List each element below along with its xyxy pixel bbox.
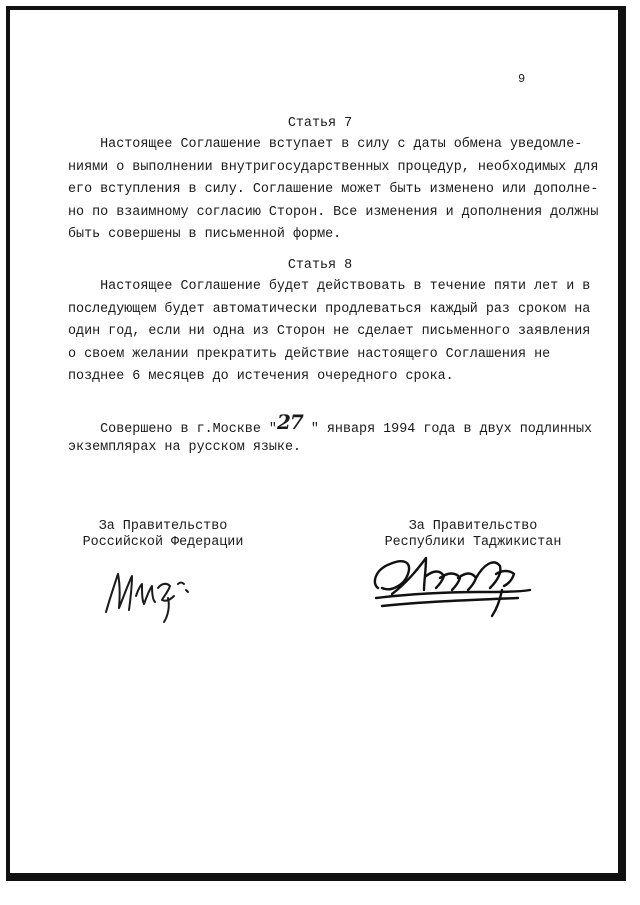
- article-8-text: [68, 276, 608, 389]
- handwritten-day: 27: [276, 410, 303, 434]
- article-7-heading: Статья 7: [287, 116, 353, 131]
- signatory-right: [373, 519, 573, 551]
- text-line: последующем будет автоматически продлеваться каждый раз сроком на: [68, 301, 591, 317]
- signatory-left: [68, 519, 258, 551]
- text-line: но по взаимному согласию Сторон. Все изменения и дополнения должны: [68, 204, 599, 220]
- article-7-text: [68, 134, 608, 247]
- closing-text: [68, 410, 608, 459]
- text-line: быть совершены в письменной форме.: [68, 227, 342, 242]
- signature-left: [98, 560, 208, 630]
- closing-prefix: Совершено в г.Москве ": [68, 422, 277, 437]
- text-line: ниями о выполнении внутригосударственных процедур, необходимых для: [68, 159, 599, 175]
- text-line: его вступления в силу. Соглашение может быть изменено или дополне-: [68, 182, 599, 197]
- signature-right: [368, 548, 538, 620]
- closing-line-1: [68, 410, 608, 437]
- signatory-left-line1: За Правительство: [98, 519, 228, 534]
- closing-line-2: экземплярах на русском языке.: [68, 439, 302, 455]
- signatory-right-line2: Республики Таджикистан: [384, 535, 562, 550]
- signatory-right-line1: За Правительство: [408, 519, 538, 534]
- closing-suffix: " января 1994 года в двух подлинных: [302, 422, 593, 437]
- page-number: 9: [518, 72, 526, 86]
- signatory-left-line2: Российской Федерации: [82, 535, 244, 550]
- text-line: позднее 6 месяцев до истечения очередного срока.: [68, 369, 454, 384]
- text-line: Настоящее Соглашение вступает в силу с даты обмена уведомле-: [68, 137, 583, 152]
- text-line: о своем желании прекратить действие настоящего Соглашения не: [68, 346, 551, 362]
- text-line: один год, если ни одна из Сторон не сделает письменного заявления: [68, 324, 591, 339]
- article-8-heading: Статья 8: [287, 258, 353, 273]
- text-line: Настоящее Соглашение будет действовать в течение пяти лет и в: [68, 279, 591, 294]
